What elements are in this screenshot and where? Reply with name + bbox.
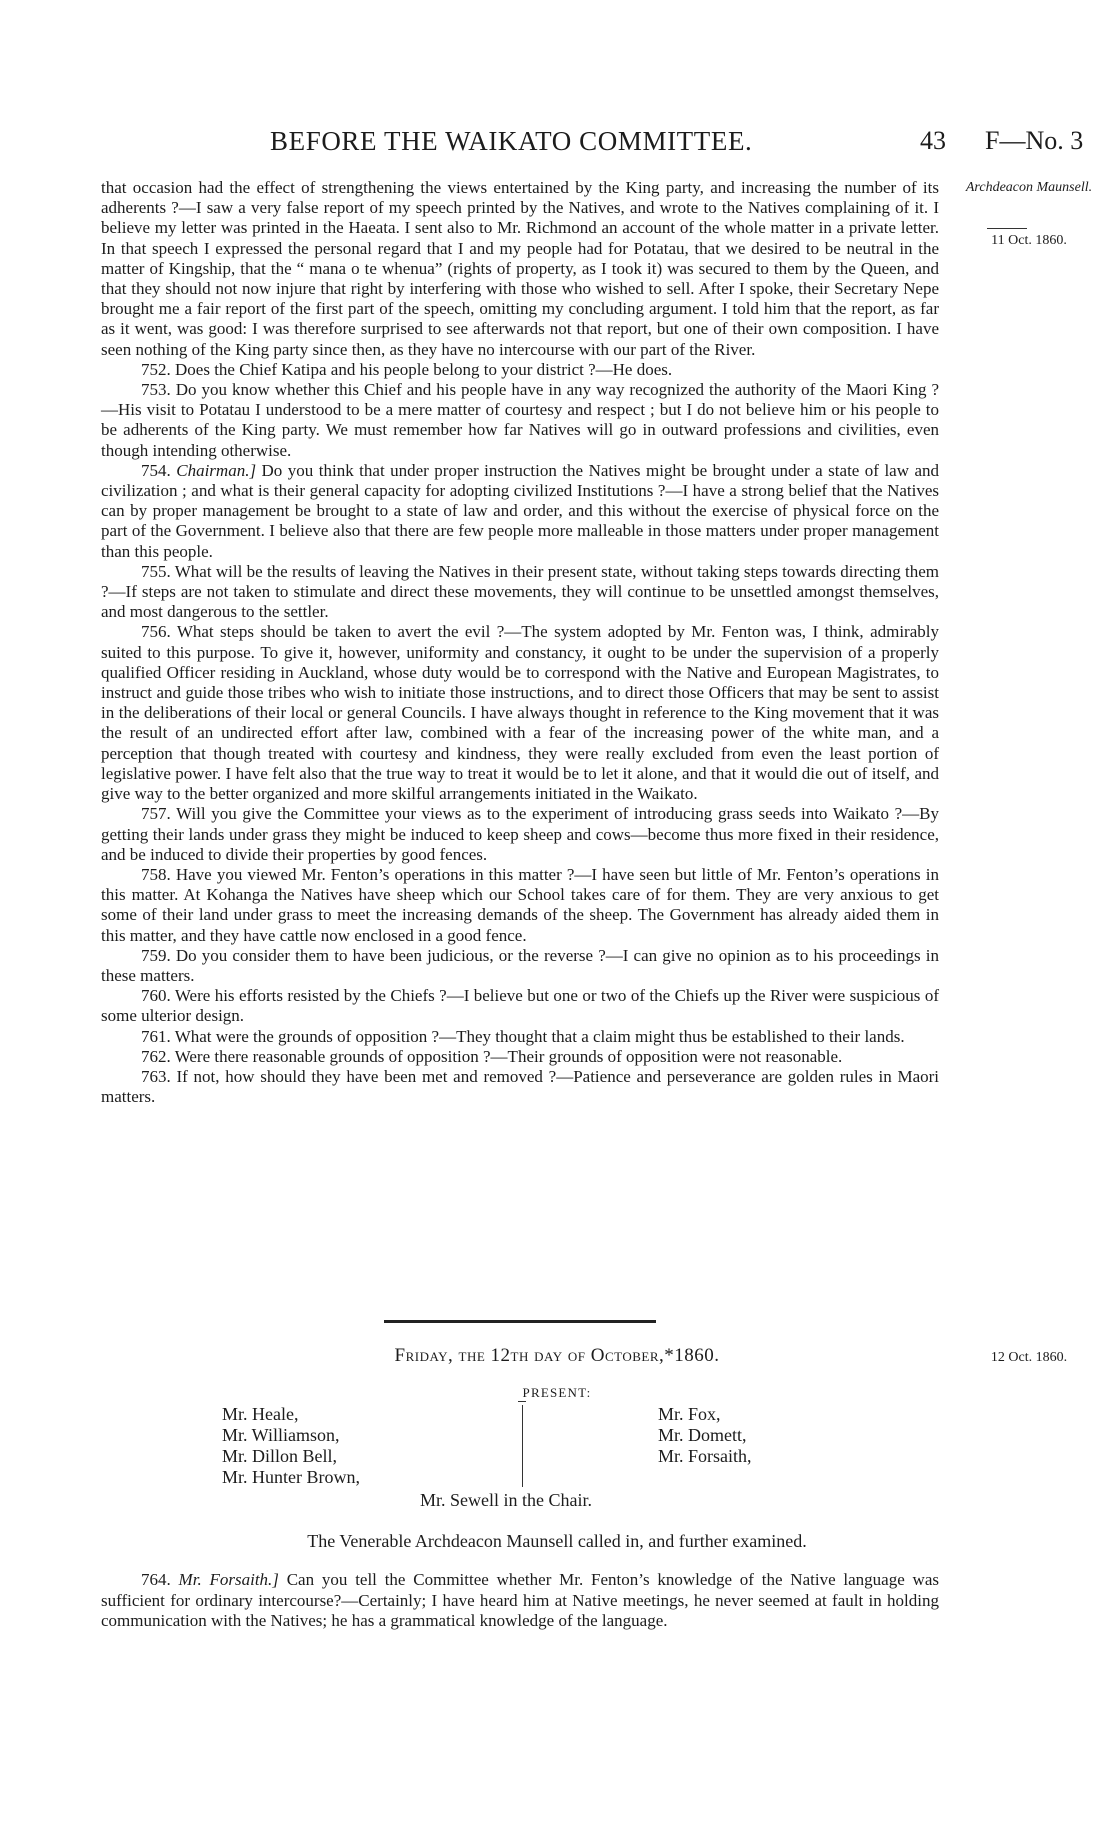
witness-called: The Venerable Archdeacon Maunsell called in, and further examined. xyxy=(307,1531,807,1551)
page-number: 43 xyxy=(920,126,946,155)
question-text: Can you tell the Committee whether Mr. Fenton’s knowledge of the Native language was sufficient for ordinary intercourse?—Certainly; I have heard him at Native meetings, he never seemed at fault in holding communication with the Natives; he has a grammatical knowledge of the language. xyxy=(101,1570,939,1630)
chair-line: Mr. Sewell in the Chair. xyxy=(420,1490,592,1510)
paragraph-continued: that occasion had the effect of strengthening the views entertained by the King party, and increasing the number of its adherents ?—I saw a very false report of my speech printed by the Natives, and wrote to the Natives complaining of it. I believe my letter was printed in the Haeata. I sent also to Mr. Richmond an account of the whole matter in a private letter. In that speech I expressed the personal regard that I and my people had for Potatau, that we desired to be neutral in the matter of Kingship, that the “ mana o te whenua” (rights of property, as I took it) was secured to them by the Queen, and that they should not now injure that right by interfering with those who wished to sell. After I spoke, their Secretary Nepe brought me a fair report of the first part of the speech, omitting my concluding argument. I told him that the report, as far as it went, was good: I was therefore surprised to see afterwards not that report, but one of their own composition. I have seen nothing of the King party since then, as they have no intercourse with our part of the River. xyxy=(101,178,939,359)
question-756: 756. What steps should be taken to avert the evil ?—The system adopted by Mr. Fenton was, I think, admirably suited to this purpose. To give it, however, uniformity and constancy, it ought to be under the supervision of a properly qualified Officer residing in Auckland, whose duty would be to correspond with the Native and European Magistrates, to instruct and guide those tribes who wish to initiate those instructions, and to direct those Officers that may be sent to assist in the deliberations of their local or general Councils. I have always thought in reference to the King movement that it was the result of an undirected effort after law, combined with a fear of the increasing power of the white man, and a perception that though treated with courtesy and kindness, they were really excluded from even the least portion of legislative power. I have felt also that the true way to treat it would be to let it alone, and that it would die out of itself, and give way to the better organized and more skilful arrangements initiated in the Waikato. xyxy=(101,622,939,804)
member: Mr. Domett, xyxy=(658,1425,747,1445)
present-label: PRESENT: xyxy=(522,1385,592,1400)
margin-divider xyxy=(987,228,1027,229)
member: Mr. Heale, xyxy=(222,1404,299,1424)
member: Mr. Hunter Brown, xyxy=(222,1467,360,1487)
question-761: 761. What were the grounds of opposition ?—They thought that a claim might thus be established to their lands. xyxy=(141,1026,905,1046)
member: Mr. Dillon Bell, xyxy=(222,1446,338,1466)
member: Mr. Fox, xyxy=(658,1404,721,1424)
question-762: 762. Were there reasonable grounds of opposition ?—Their grounds of opposition were not reasonable. xyxy=(141,1046,843,1066)
member: Mr. Forsaith, xyxy=(658,1446,752,1466)
section-separator xyxy=(384,1320,656,1323)
final-testimony xyxy=(101,1570,939,1632)
brace-line xyxy=(522,1405,523,1487)
members-left xyxy=(222,1404,360,1488)
margin-witness-name: Archdeacon Maunsell. xyxy=(965,180,1093,195)
margin-date-1: 11 Oct. 1860. xyxy=(991,233,1067,248)
question-757: 757. Will you give the Committee your views as to the experiment of introducing grass seeds into Waikato ?—By getting their lands under grass they might be induced to keep sheep and cows—become thus more fixed in their residence, and be induced to divide their properties by good fences. xyxy=(101,804,939,864)
question-752: 752. Does the Chief Katipa and his people belong to your district ?—He does. xyxy=(141,359,673,379)
question-754 xyxy=(101,461,939,562)
document-reference: F—No. 3 xyxy=(985,126,1084,155)
member: Mr. Williamson, xyxy=(222,1425,340,1445)
question-764 xyxy=(101,1570,939,1632)
margin-date-2: 12 Oct. 1860. xyxy=(990,1350,1068,1365)
page-title: BEFORE THE WAIKATO COMMITTEE. xyxy=(270,126,753,156)
session-date: Friday, the 12th day of October,*1860. xyxy=(394,1345,720,1366)
question-number: 754. xyxy=(141,460,177,480)
question-760: 760. Were his efforts resisted by the Chiefs ?—I believe but one or two of the Chiefs up the River were suspicious of some ulterior design. xyxy=(101,986,939,1026)
members-right xyxy=(658,1404,752,1467)
question-758: 758. Have you viewed Mr. Fenton’s operations in this matter ?—I have seen but little of Mr. Fenton’s operations in this matter. At Kohanga the Natives have sheep which our School takes care of for them. They are very anxious to get some of their land under grass to meet the increasing demands of the sheep. The Government has already aided them in this matter, and they have cattle now enclosed in a good fence. xyxy=(101,864,939,945)
brace-tick xyxy=(518,1401,526,1402)
question-755: 755. What will be the results of leaving the Natives in their present state, without taking steps towards directing them ?—If steps are not taken to stimulate and direct these movements, they will continue to be unsettled amongst themselves, and most dangerous to the settler. xyxy=(101,561,939,622)
testimony-body xyxy=(101,178,939,1107)
page-header xyxy=(0,126,1114,162)
question-759: 759. Do you consider them to have been judicious, or the reverse ?—I can give no opinion as to his proceedings in these matters. xyxy=(101,945,939,985)
speaker-name: Mr. Forsaith.] xyxy=(178,1570,279,1589)
question-number: 764. xyxy=(141,1570,179,1589)
question-text: Do you think that under proper instruction the Natives might be brought under a state of law and civilization ; and what is their general capacity for adopting civilized Institutions ?—I have a strong belief that the Natives can by proper management be brought to a state of law and order, and this without the exercise of physical force on the part of the Government. I believe also that there are few people more malleable in those matters under proper management than this people. xyxy=(101,460,940,561)
question-763: 763. If not, how should they have been met and removed ?—Patience and perseverance are golden rules in Maori matters. xyxy=(101,1066,939,1107)
speaker-name: Chairman.] xyxy=(176,460,257,480)
question-753: 753. Do you know whether this Chief and his people have in any way recognized the authority of the Maori King ?—His visit to Potatau I understood to be a mere matter of courtesy and respect ; but I do not believe him or his people to be adherents of the King party. We must remember how far Natives will go in outward professions and civilities, even though intending otherwise. xyxy=(101,380,939,460)
